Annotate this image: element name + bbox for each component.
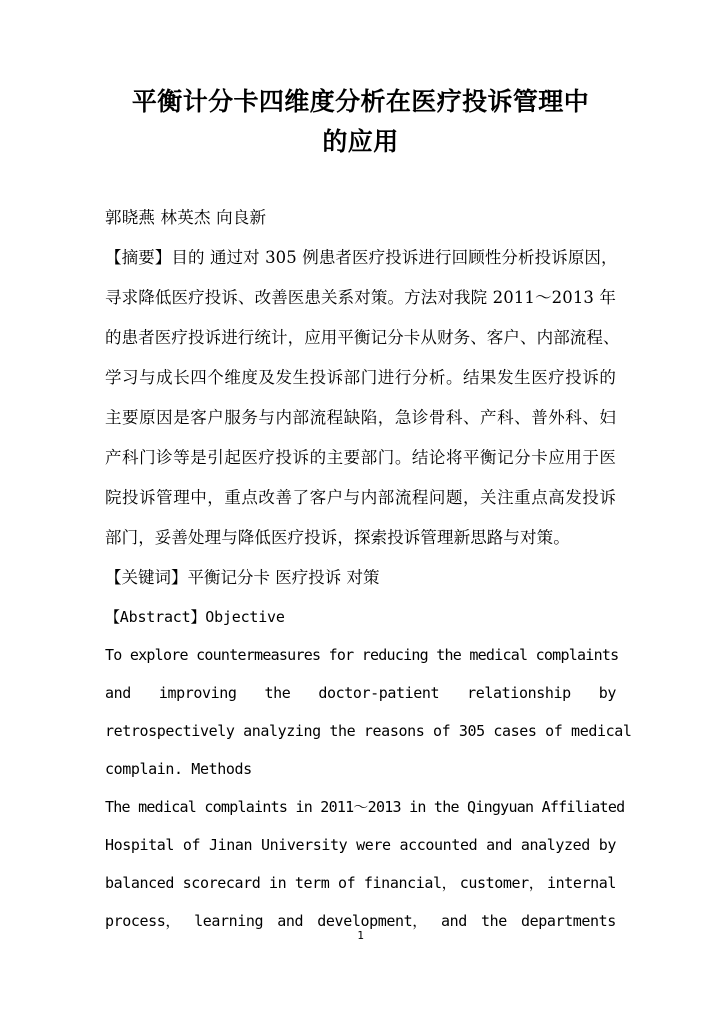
chinese-abstract-line: 寻求降低医疗投诉、改善医患关系对策。方法对我院 2011～2013 年	[105, 288, 616, 307]
english-methods-body	[105, 788, 625, 940]
chinese-abstract-line: 学习与成长四个维度及发生投诉部门进行分析。结果发生医疗投诉的	[105, 368, 616, 387]
english-word: learning	[194, 912, 264, 930]
english-word: Jinan	[209, 836, 253, 854]
chinese-abstract-line: 【摘要】目的 通过对 305 例患者医疗投诉进行回顾性分析投诉原因，	[105, 248, 618, 267]
english-methods-line	[105, 826, 616, 864]
english-word: customer，	[459, 874, 544, 892]
page-content	[105, 0, 632, 940]
english-word: by	[598, 684, 616, 702]
author-list: 郭晓燕 林英杰 向良新	[105, 208, 267, 227]
title-line-1: 平衡计分卡四维度分析在医疗投诉管理中	[131, 87, 590, 116]
english-abstract-heading: 【Abstract】Objective	[105, 608, 285, 626]
english-word: and	[105, 684, 131, 702]
keywords-line: 【关键词】平衡记分卡 医疗投诉 对策	[105, 568, 380, 587]
english-objective-line: To explore countermeasures for reducing the medical complaints	[105, 646, 619, 664]
english-word: the	[480, 912, 507, 930]
english-methods-line	[105, 864, 616, 902]
english-word: by	[598, 836, 616, 854]
english-word: Hospital	[105, 836, 175, 854]
chinese-abstract-line: 主要原因是客户服务与内部流程缺陷，急诊骨科、产科、普外科、妇	[105, 408, 616, 427]
english-word: and	[277, 912, 304, 930]
english-objective-line: retrospectively analyzing the reasons of 305 cases of medical	[105, 722, 632, 740]
chinese-abstract-line: 部门，妥善处理与降低医疗投诉，探索投诉管理新思路与对策。	[105, 528, 570, 547]
english-word: accounted	[399, 836, 478, 854]
english-objective-line	[105, 674, 616, 712]
english-word: were	[356, 836, 391, 854]
english-objective-body	[105, 636, 632, 788]
english-word: relationship	[467, 684, 571, 702]
english-word: process，	[105, 912, 181, 930]
english-word: and	[486, 836, 512, 854]
english-word: of	[182, 836, 201, 854]
english-word: doctor-patient	[318, 684, 440, 702]
english-word: analyzed	[520, 836, 590, 854]
chinese-abstract-line: 产科门诊等是引起医疗投诉的主要部门。结论将平衡记分卡应用于医	[105, 448, 616, 467]
chinese-abstract-line: 的患者医疗投诉进行统计，应用平衡记分卡从财务、客户、内部流程、	[105, 328, 620, 347]
english-word: internal	[546, 874, 616, 892]
english-objective-line: complain. Methods	[105, 760, 252, 778]
title-line-2: 的应用	[322, 127, 399, 156]
english-word: and	[440, 912, 467, 930]
chinese-abstract-body	[105, 238, 620, 558]
page-title	[105, 82, 616, 162]
page-number: 1	[357, 929, 364, 942]
chinese-abstract	[105, 238, 620, 558]
english-word: development，	[317, 912, 427, 930]
english-word: improving	[158, 684, 237, 702]
english-word: departments	[520, 912, 616, 930]
english-phrase: balanced scorecard in term of financial，	[105, 874, 457, 892]
english-methods-line: The medical complaints in 2011～2013 in the Qingyuan Affiliated	[105, 798, 625, 816]
english-word: the	[264, 684, 291, 702]
chinese-abstract-line: 院投诉管理中，重点改善了客户与内部流程问题，关注重点高发投诉	[105, 488, 616, 507]
english-word: University	[261, 836, 348, 854]
